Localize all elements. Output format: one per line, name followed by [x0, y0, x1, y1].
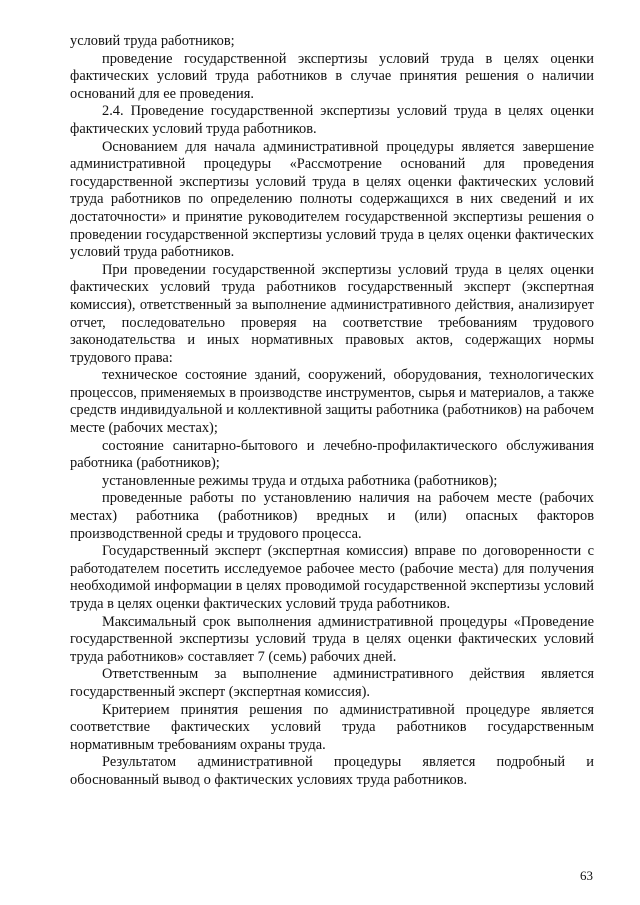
paragraph: Основанием для начала административной процедуры является завершение административной процедуры «Рассмотрение оснований для проведения государственной экспертизы условий труда в целях оценки фактических условий труда работников по определению полноты содержащихся в них сведений и их достаточности» и принятие руководителем государственной экспертизы решения о проведении государственной экспертизы условий труда в целях оценки фактических условий труда работников.: [70, 138, 594, 261]
page-number: 63: [580, 868, 593, 883]
paragraph: Государственный эксперт (экспертная комиссия) вправе по договоренности с работодателем посетить исследуемое рабочее место (рабочие места) для получения необходимой информации в целях проводимой государственной экспертизы условий труда в целях оценки фактических условий труда работников.: [70, 543, 594, 612]
document-body: [70, 33, 594, 790]
list-item: проведенные работы по установлению наличия на рабочем месте (рабочих местах) работника (работников) вредных и (или) опасных факторов производственной среды и трудового процесса.: [70, 490, 594, 542]
paragraph: Результатом административной процедуры является подробный и обоснованный вывод о фактических условиях труда работников.: [70, 754, 594, 788]
section-heading: 2.4. Проведение государственной экспертизы условий труда в целях оценки фактических условий труда работников.: [70, 103, 594, 137]
paragraph: Ответственным за выполнение административного действия является государственный эксперт (экспертная комиссия).: [70, 666, 594, 700]
list-item: установленные режимы труда и отдыха работника (работников);: [102, 472, 498, 489]
list-item: техническое состояние зданий, сооружений, оборудования, технологических процессов, применяемых в производстве инструментов, сырья и материалов, а также средств индивидуальной и коллективной защиты работника (работников) на рабочем месте (рабочих местах);: [70, 367, 594, 437]
paragraph: Максимальный срок выполнения административной процедуры «Проведение государственной экспертизы условий труда в целях оценки фактических условий труда работников» составляет 7 (семь) рабочих дней.: [70, 613, 594, 665]
list-item: состояние санитарно-бытового и лечебно-профилактического обслуживания работника (работников);: [70, 437, 594, 472]
paragraph-continuation: условий труда работников;: [70, 33, 235, 49]
paragraph: проведение государственной экспертизы условий труда в целях оценки фактических условий труда работников в случае принятия решения о наличии оснований для ее проведения.: [70, 50, 594, 102]
paragraph: При проведении государственной экспертизы условий труда в целях оценки фактических условий труда работников государственный эксперт (экспертная комиссия), ответственный за выполнение административного действия, анализирует отчет, последовательно проверяя на соответствие требованиям трудового законодательства и иных нормативных правовых актов, содержащих нормы трудового права:: [70, 261, 594, 366]
paragraph: Критерием принятия решения по административной процедуре является соответствие фактических условий труда работников государственным нормативным требованиям охраны труда.: [70, 701, 594, 753]
